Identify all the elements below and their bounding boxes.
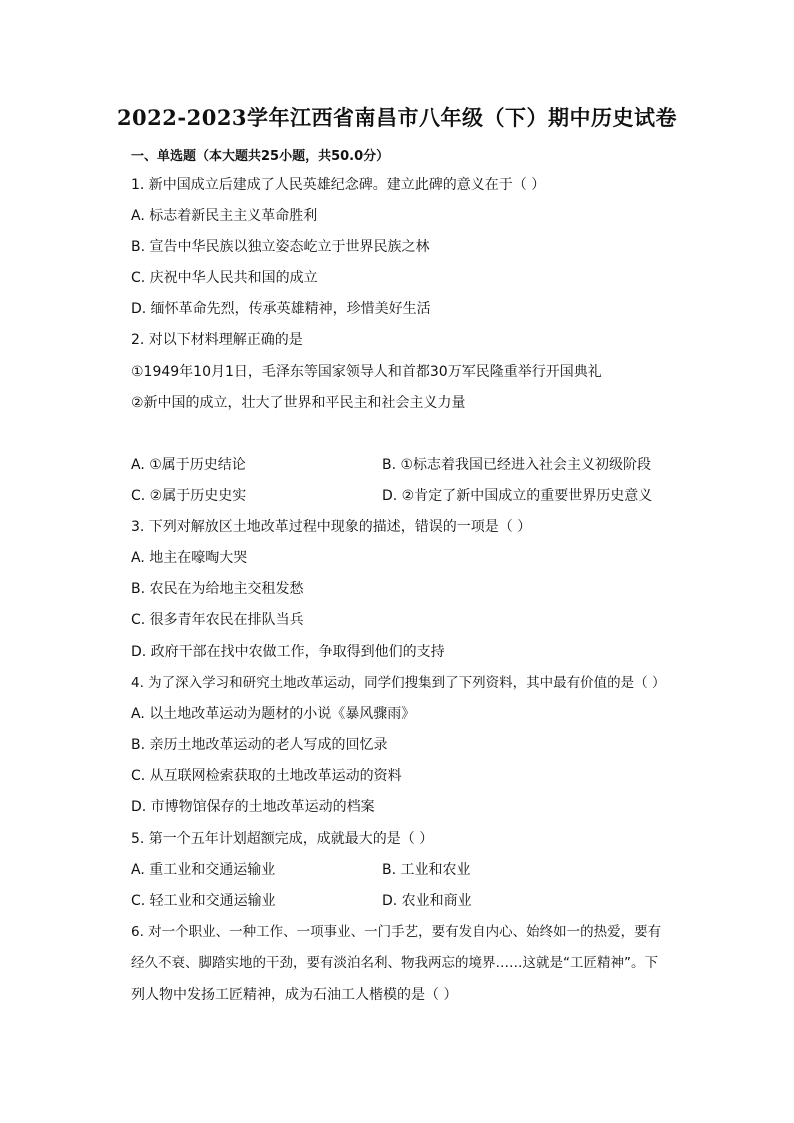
question-5-stem: 5. 第一个五年计划超额完成，成就最大的是（ ）	[131, 831, 434, 847]
question-3-option-a: A. 地主在嚎啕大哭	[131, 550, 248, 566]
question-3-stem: 3. 下列对解放区土地改革过程中现象的描述，错误的一项是（ ）	[131, 519, 532, 535]
question-1-stem: 1. 新中国成立后建成了人民英雄纪念碑。建立此碑的意义在于（ ）	[131, 177, 546, 193]
question-5-option-c: C. 轻工业和交通运输业	[131, 893, 276, 909]
question-2-material-2: ②新中国的成立，壮大了世界和平民主和社会主义力量	[131, 395, 466, 411]
section-heading: 一、单选题（本大题共25小题，共50.0分）	[131, 149, 390, 164]
question-1-option-b: B. 宣告中华民族以独立姿态屹立于世界民族之林	[131, 239, 430, 255]
question-6-line-3: 列人物中发扬工匠精神，成为石油工人楷模的是（ ）	[131, 987, 458, 1003]
question-1-option-c: C. 庆祝中华人民共和国的成立	[131, 270, 318, 286]
question-2-option-d: D. ②肯定了新中国成立的重要世界历史意义	[382, 488, 653, 504]
question-2-option-a: A. ①属于历史结论	[131, 457, 246, 473]
question-2-stem: 2. 对以下材料理解正确的是	[131, 332, 303, 348]
question-4-option-d: D. 市博物馆保存的土地改革运动的档案	[131, 799, 375, 815]
question-3-option-b: B. 农民在为给地主交租发愁	[131, 581, 304, 597]
question-2-option-c: C. ②属于历史史实	[131, 488, 247, 504]
question-2-option-b: B. ①标志着我国已经进入社会主义初级阶段	[382, 457, 652, 473]
question-5-option-d: D. 农业和商业	[382, 893, 472, 909]
question-4-option-b: B. 亲历土地改革运动的老人写成的回忆录	[131, 737, 388, 753]
question-3-option-c: C. 很多青年农民在排队当兵	[131, 612, 304, 628]
question-5-option-b: B. 工业和农业	[382, 862, 471, 878]
page-title: 2022-2023学年江西省南昌市八年级（下）期中历史试卷	[116, 105, 678, 130]
question-1-option-a: A. 标志着新民主主义革命胜利	[131, 208, 318, 224]
question-4-stem: 4. 为了深入学习和研究土地改革运动，同学们搜集到了下列资料，其中最有价值的是（ ）	[131, 675, 666, 691]
question-6-line-1: 6. 对一个职业、一种工作、一项事业、一门手艺，要有发自内心、始终如一的热爱，要有	[131, 924, 662, 940]
question-6-line-2: 经久不衰、脚踏实地的干劲，要有淡泊名利、物我两忘的境界……这就是“工匠精神”。下	[131, 955, 658, 971]
question-4-option-c: C. 从互联网检索获取的土地改革运动的资料	[131, 768, 402, 784]
question-3-option-d: D. 政府干部在找中农做工作，争取得到他们的支持	[131, 644, 445, 660]
question-2-material-1: ①1949年10月1日，毛泽东等国家领导人和首都30万军民隆重举行开国典礼	[131, 364, 602, 380]
question-5-option-a: A. 重工业和交通运输业	[131, 862, 276, 878]
question-4-option-a: A. 以土地改革运动为题材的小说《暴风骤雨》	[131, 706, 416, 722]
question-1-option-d: D. 缅怀革命先烈，传承英雄精神，珍惜美好生活	[131, 301, 431, 317]
